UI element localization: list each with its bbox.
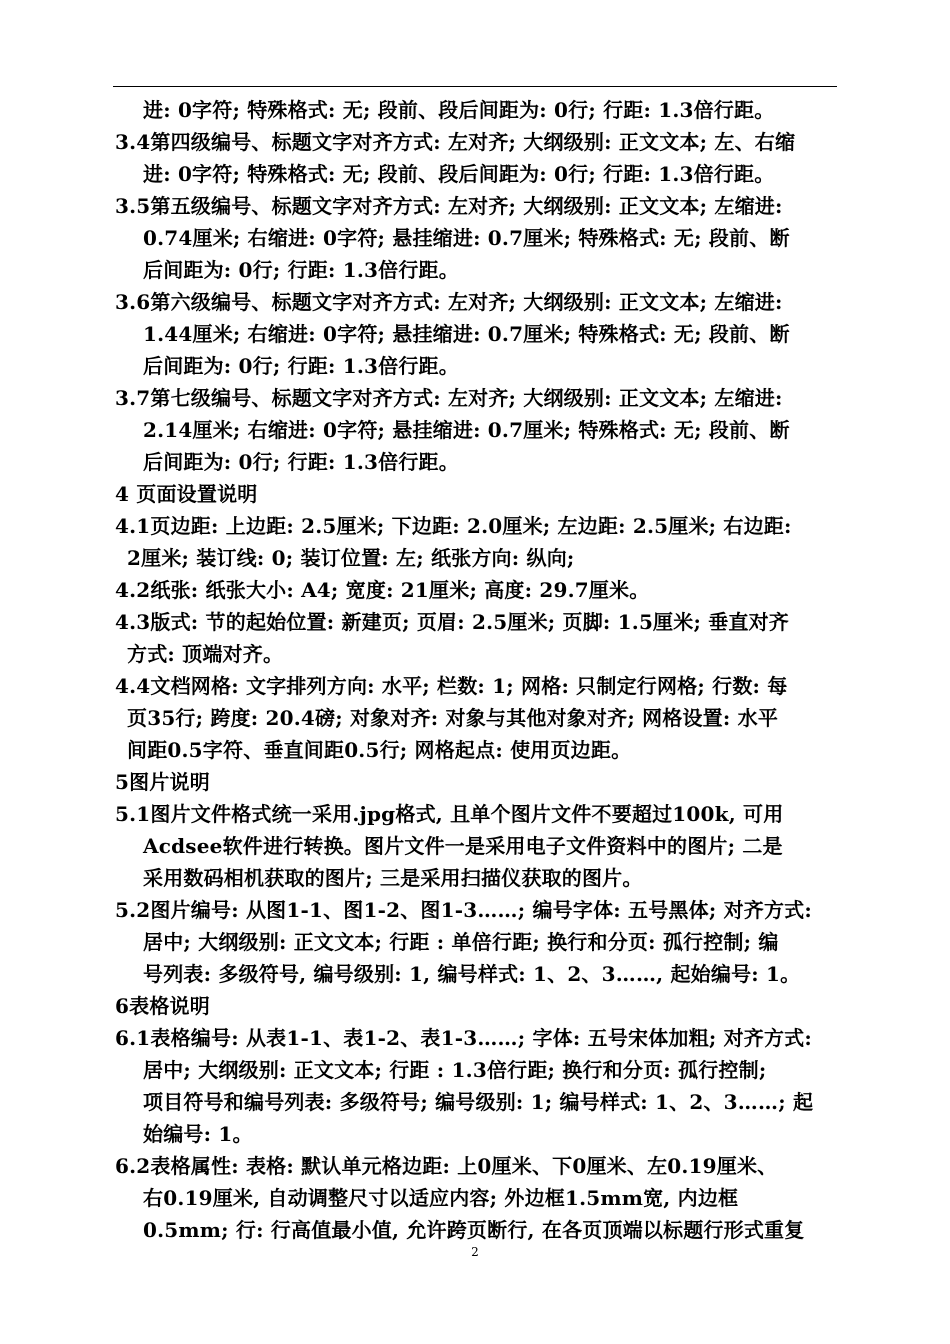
text-line: 方式: 顶端对齐。 bbox=[127, 642, 284, 666]
header-rule bbox=[113, 86, 837, 87]
text-line: 后间距为: 0行; 行距: 1.3倍行距。 bbox=[143, 450, 459, 474]
text-line: 4.3版式: 节的起始位置: 新建页; 页眉: 2.5厘米; 页脚: 1.5厘米; 垂直对齐 bbox=[115, 610, 790, 634]
text-line: 后间距为: 0行; 行距: 1.3倍行距。 bbox=[143, 354, 459, 378]
text-line: 号列表: 多级符号, 编号级别: 1, 编号样式: 1、2、3……, 起始编号: 1。 bbox=[143, 962, 801, 986]
text-line: 后间距为: 0行; 行距: 1.3倍行距。 bbox=[143, 258, 459, 282]
page-number: 2 bbox=[471, 1245, 479, 1259]
text-line: 2厘米; 装订线: 0; 装订位置: 左; 纸张方向: 纵向; bbox=[127, 546, 575, 570]
text-line: 0.5mm; 行: 行高值最小值, 允许跨页断行, 在各页顶端以标题行形式重复 bbox=[143, 1218, 805, 1242]
section-heading: 6表格说明 bbox=[115, 994, 210, 1018]
text-line: 2.14厘米; 右缩进: 0字符; 悬挂缩进: 0.7厘米; 特殊格式: 无; 段前、断 bbox=[143, 418, 790, 442]
text-line: 6.1表格编号: 从表1-1、表1-2、表1-3……; 字体: 五号宋体加粗; 对齐方式: bbox=[115, 1026, 812, 1050]
text-line: 居中; 大纲级别: 正文文本; 行距 : 1.3倍行距; 换行和分页: 孤行控制; bbox=[143, 1058, 767, 1082]
text-line: 3.7第七级编号、标题文字对齐方式: 左对齐; 大纲级别: 正文文本; 左缩进: bbox=[115, 386, 783, 410]
text-line: 采用数码相机获取的图片; 三是采用扫描仪获取的图片。 bbox=[143, 866, 643, 890]
text-line: Acdsee软件进行转换。图片文件一是采用电子文件资料中的图片; 二是 bbox=[143, 834, 783, 858]
text-line: 5.1图片文件格式统一采用.jpg格式, 且单个图片文件不要超过100k, 可用 bbox=[115, 802, 784, 826]
text-line: 3.6第六级编号、标题文字对齐方式: 左对齐; 大纲级别: 正文文本; 左缩进: bbox=[115, 290, 783, 314]
text-line: 3.5第五级编号、标题文字对齐方式: 左对齐; 大纲级别: 正文文本; 左缩进: bbox=[115, 194, 783, 218]
text-line: 4.4文档网格: 文字排列方向: 水平; 栏数: 1; 网格: 只制定行网格; 行数: 每 bbox=[115, 674, 788, 698]
text-line: 进: 0字符; 特殊格式: 无; 段前、段后间距为: 0行; 行距: 1.3倍行距。 bbox=[143, 98, 775, 122]
text-line: 6.2表格属性: 表格: 默认单元格边距: 上0厘米、下0厘米、左0.19厘米、 bbox=[115, 1154, 778, 1178]
text-line: 1.44厘米; 右缩进: 0字符; 悬挂缩进: 0.7厘米; 特殊格式: 无; 段前、断 bbox=[143, 322, 790, 346]
text-line: 4.1页边距: 上边距: 2.5厘米; 下边距: 2.0厘米; 左边距: 2.5厘米; 右边距: bbox=[115, 514, 792, 538]
text-line: 间距0.5字符、垂直间距0.5行; 网格起点: 使用页边距。 bbox=[127, 738, 632, 762]
text-line: 居中; 大纲级别: 正文文本; 行距 : 单倍行距; 换行和分页: 孤行控制; 编 bbox=[143, 930, 779, 954]
section-heading: 4 页面设置说明 bbox=[115, 482, 258, 506]
text-line: 0.74厘米; 右缩进: 0字符; 悬挂缩进: 0.7厘米; 特殊格式: 无; 段前、断 bbox=[143, 226, 790, 250]
text-line: 始编号: 1。 bbox=[143, 1122, 253, 1146]
section-heading: 5图片说明 bbox=[115, 770, 210, 794]
text-line: 5.2图片编号: 从图1-1、图1-2、图1-3……; 编号字体: 五号黑体; 对齐方式: bbox=[115, 898, 812, 922]
text-line: 右0.19厘米, 自动调整尺寸以适应内容; 外边框1.5mm宽, 内边框 bbox=[143, 1186, 739, 1210]
text-line: 进: 0字符; 特殊格式: 无; 段前、段后间距为: 0行; 行距: 1.3倍行距。 bbox=[143, 162, 775, 186]
text-line: 4.2纸张: 纸张大小: A4; 宽度: 21厘米; 高度: 29.7厘米。 bbox=[115, 578, 650, 602]
text-line: 3.4第四级编号、标题文字对齐方式: 左对齐; 大纲级别: 正文文本; 左、右缩 bbox=[115, 130, 796, 154]
text-line: 页35行; 跨度: 20.4磅; 对象对齐: 对象与其他对象对齐; 网格设置: 水平 bbox=[127, 706, 779, 730]
text-line: 项目符号和编号列表: 多级符号; 编号级别: 1; 编号样式: 1、2、3……; 起 bbox=[143, 1090, 814, 1114]
